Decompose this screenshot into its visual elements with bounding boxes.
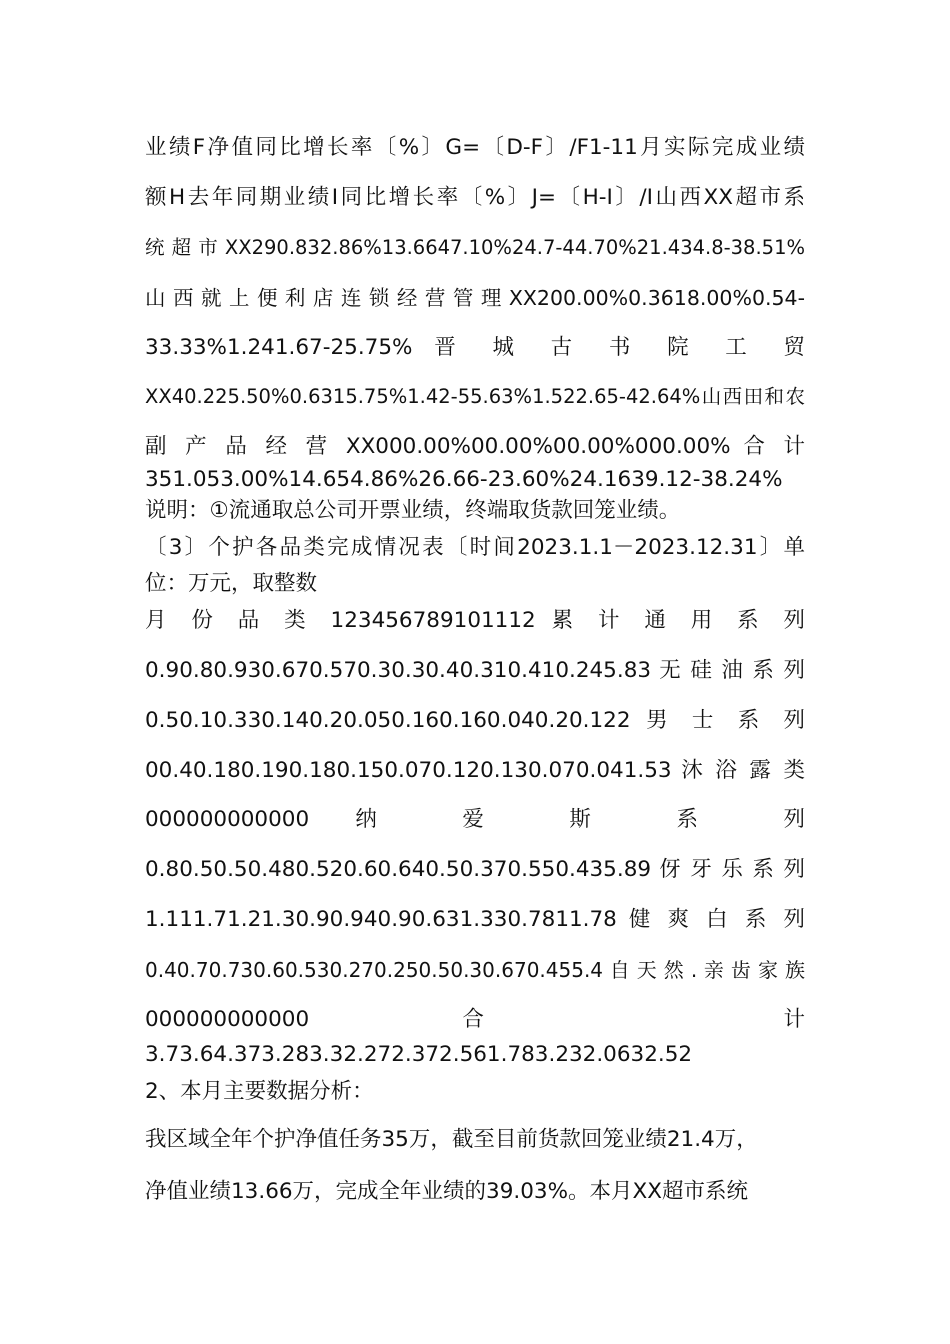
text-line: 额H去年同期业绩I同比增长率〔%〕J=〔H-I〕/I山西XX超市系	[145, 185, 805, 210]
table-text-line: 0.90.80.930.670.570.30.30.40.310.410.245.83 无 硅 油 系 列	[145, 658, 805, 683]
text-line: 33.33%1.241.67-25.75% 晋 城 古 书 院 工 贸	[145, 335, 805, 360]
paragraph-line: 我区域全年个护净值任务35万，截至目前货款回笼业绩21.4万，	[145, 1127, 758, 1152]
section-heading: 〔3〕个护各品类完成情况表〔时间2023.1.1－2023.12.31〕单	[145, 535, 805, 560]
text-line: 统 超 市 XX290.832.86%13.6647.10%24.7-44.70%21.434.8-38.51%	[145, 236, 805, 259]
text-line: XX40.225.50%0.6315.75%1.42-55.63%1.522.65-42.64%山西田和农	[145, 385, 805, 408]
table-text-line: 1.111.71.21.30.90.940.90.631.330.7811.78 健 爽 白 系 列	[145, 907, 805, 932]
table-text-line: 000000000000 纳 爱 斯 系 列	[145, 807, 805, 832]
table-text-line: 0.40.70.730.60.530.270.250.50.30.670.455.4 自 天 然 . 亲 齿 家 族	[145, 958, 805, 982]
table-text-line: 00.40.180.190.180.150.070.120.130.070.041.53 沐 浴 露 类	[145, 758, 805, 783]
table-text-line: 000000000000 合 计	[145, 1007, 805, 1032]
text-line: 业绩F净值同比增长率〔%〕G=〔D-F〕/F1-11月实际完成业绩	[145, 135, 805, 160]
text-line: 山 西 就 上 便 利 店 连 锁 经 营 管 理 XX200.00%0.3618.00%0.54-	[145, 286, 805, 310]
table-text-line: 0.50.10.330.140.20.050.160.160.040.20.122 男 士 系 列	[145, 708, 805, 733]
paragraph-line: 净值业绩13.66万，完成全年业绩的39.03%。本月XX超市系统	[145, 1179, 748, 1204]
section-heading: 2、本月主要数据分析：	[145, 1079, 374, 1104]
text-line: 351.053.00%14.654.86%26.66-23.60%24.1639.12-38.24%	[145, 467, 783, 492]
text-line: 副 产 品 经 营 XX000.00%00.00%00.00%000.00% 合 计	[145, 434, 805, 459]
note-line: 说明：①流通取总公司开票业绩，终端取货款回笼业绩。	[145, 498, 681, 523]
table-text-line: 3.73.64.373.283.32.272.372.561.783.232.0632.52	[145, 1042, 693, 1067]
section-heading-unit: 位：万元，取整数	[145, 571, 318, 596]
table-text-line: 0.80.50.50.480.520.60.640.50.370.550.435.89 伢 牙 乐 系 列	[145, 857, 805, 882]
table-text-line: 月 份 品 类 123456789101112 累 计 通 用 系 列	[145, 608, 805, 633]
